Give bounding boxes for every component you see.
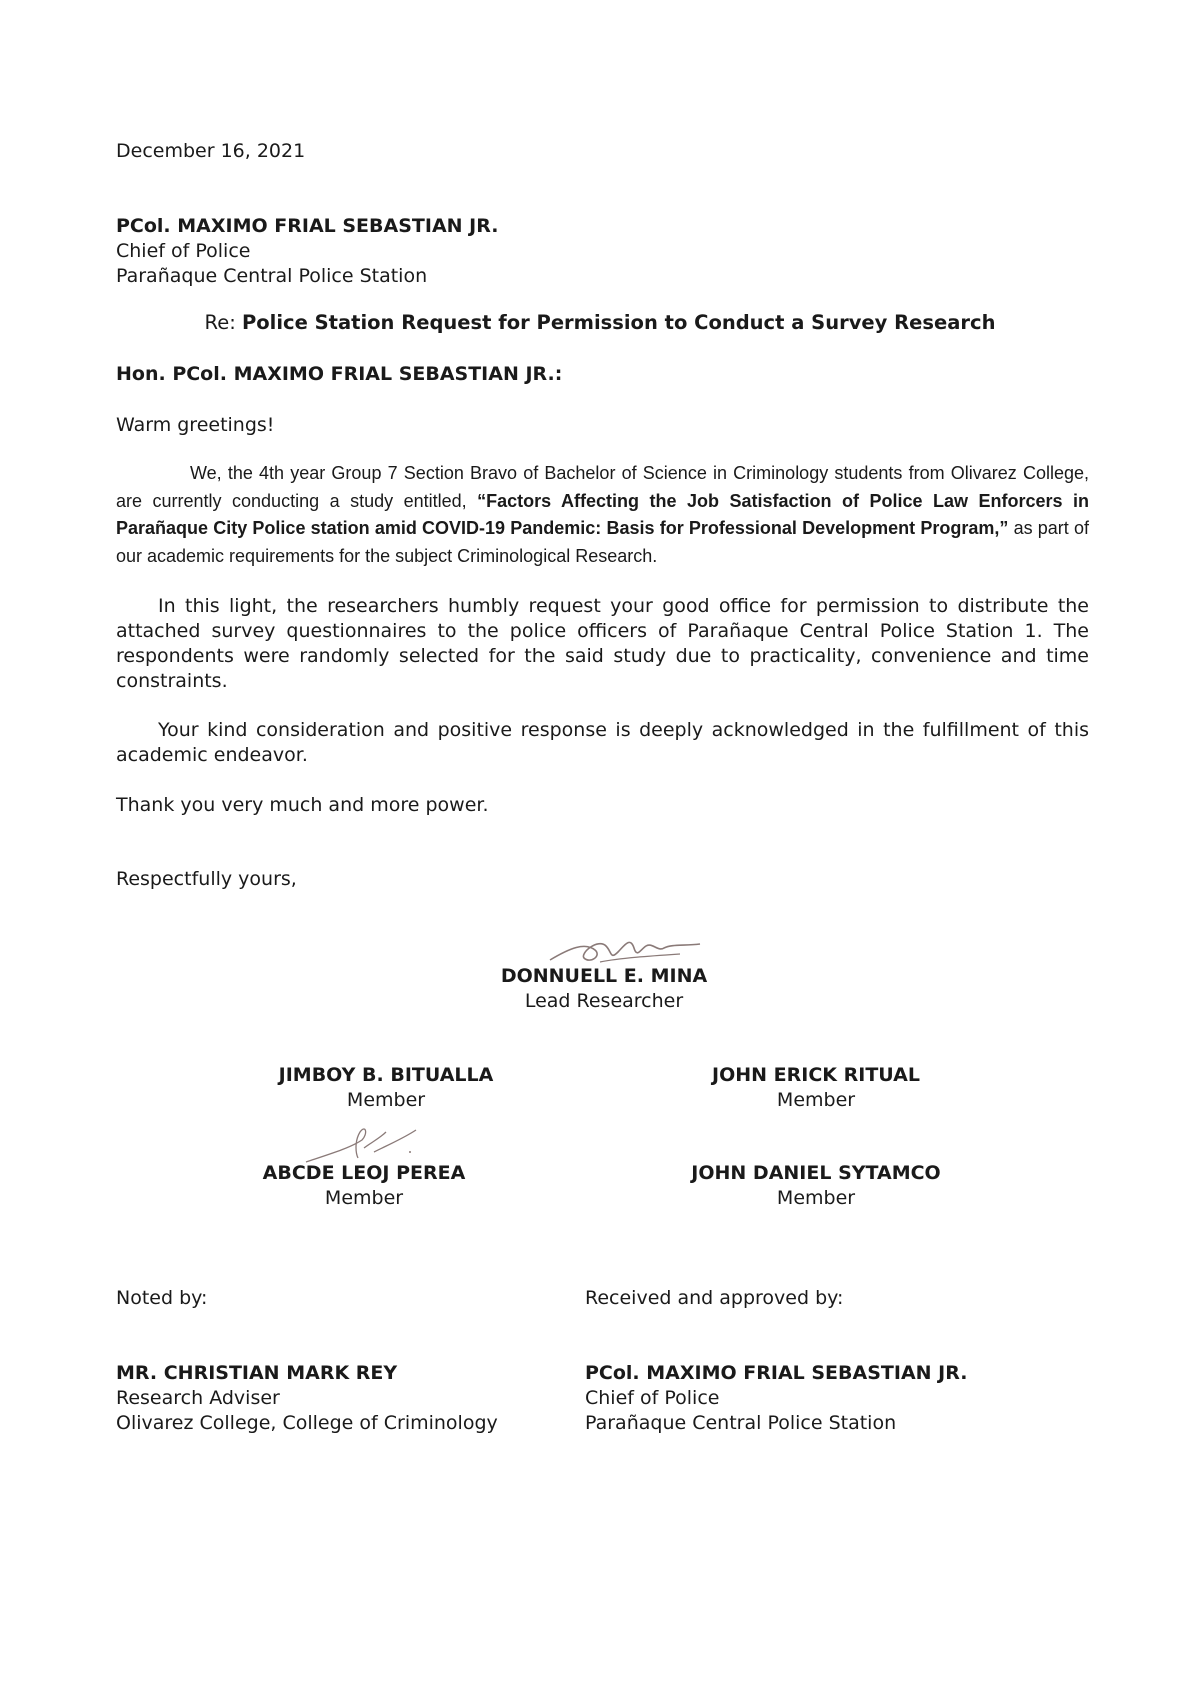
adviser-office: Olivarez College, College of Criminology — [116, 1412, 498, 1434]
greeting: Warm greetings! — [116, 414, 275, 436]
noted-by-label: Noted by: — [116, 1287, 208, 1309]
approver-office: Parañaque Central Police Station — [585, 1412, 897, 1434]
member-block-2 — [636, 1063, 996, 1113]
closing: Respectfully yours, — [116, 868, 297, 890]
lead-researcher-block — [424, 964, 784, 1014]
recipient-office: Parañaque Central Police Station — [116, 265, 428, 287]
member-block-1 — [206, 1063, 566, 1113]
approver-name: PCol. MAXIMO FRIAL SEBASTIAN JR. — [585, 1362, 968, 1384]
approved-by-label: Received and approved by: — [585, 1287, 844, 1309]
lead-role: Lead Researcher — [524, 990, 684, 1012]
member-role: Member — [776, 1187, 856, 1209]
p1-outro: as part of our academic requirements for the subject Criminological Research. — [116, 518, 1089, 566]
subject-text: Police Station Request for Permission to Conduct a Survey Research — [241, 311, 996, 334]
member-role: Member — [324, 1187, 404, 1209]
body-paragraph-2: In this light, the researchers humbly request your good office for permission to distribute the attached survey questionnaires to the police officers of Parañaque Central Police Station 1. The respondents were randomly selected for the said study due to practicality, convenience and time constraints. — [116, 595, 1089, 692]
recipient-title: Chief of Police — [116, 240, 251, 262]
subject-prefix: Re: — [204, 311, 242, 334]
member-name: JOHN ERICK RITUAL — [712, 1064, 920, 1086]
member-block-3 — [184, 1161, 544, 1211]
body-paragraph-4: Thank you very much and more power. — [116, 794, 489, 816]
adviser-title: Research Adviser — [116, 1387, 280, 1409]
body-paragraph-1 — [116, 460, 1089, 570]
member-role: Member — [346, 1089, 426, 1111]
p1-intro: We, the 4th year Group 7 Section Bravo of Bachelor of Science in Criminology students from Olivarez College, are currently conducting a study entitled, — [116, 463, 1089, 511]
member-name: JOHN DANIEL SYTAMCO — [691, 1162, 941, 1184]
member-name: ABCDE LEOJ PEREA — [262, 1162, 466, 1184]
lead-name: DONNUELL E. MINA — [500, 965, 708, 987]
recipient-name: PCol. MAXIMO FRIAL SEBASTIAN JR. — [116, 215, 499, 237]
approver-title: Chief of Police — [585, 1387, 720, 1409]
study-title: “Factors Affecting the Job Satisfaction of Police Law Enforcers in Parañaque City Police station amid COVID-19 Pandemic: Basis for Professional Development Program,” — [116, 490, 1089, 538]
member-role: Member — [776, 1089, 856, 1111]
member-block-4 — [636, 1161, 996, 1211]
member-name: JIMBOY B. BITUALLA — [278, 1064, 494, 1086]
salutation: Hon. PCol. MAXIMO FRIAL SEBASTIAN JR.: — [116, 363, 563, 385]
adviser-name: MR. CHRISTIAN MARK REY — [116, 1362, 398, 1384]
letter-date: December 16, 2021 — [116, 140, 306, 162]
body-paragraph-3: Your kind consideration and positive response is deeply acknowledged in the fulfillment of this academic endeavor. — [116, 719, 1089, 766]
subject-line — [0, 311, 1200, 334]
